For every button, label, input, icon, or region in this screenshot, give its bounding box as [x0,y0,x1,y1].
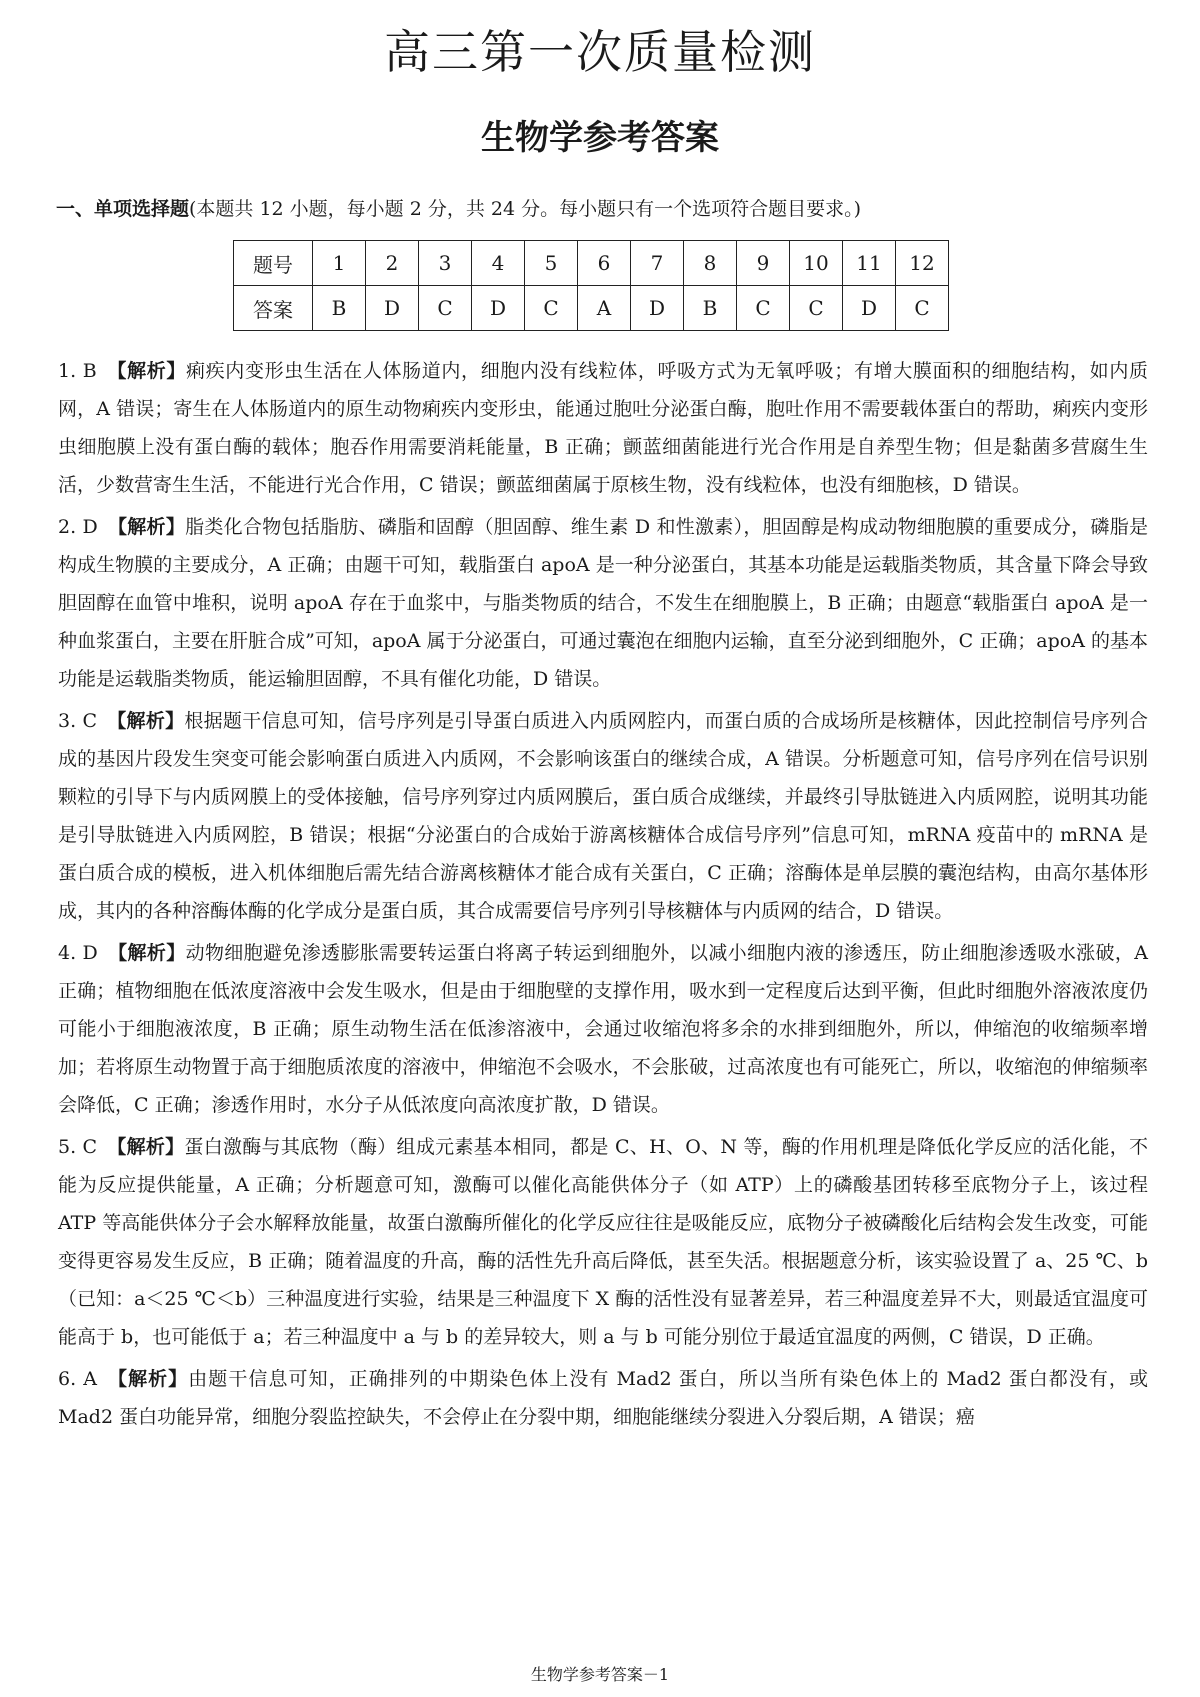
section-label: 一、单项选择题 [56,198,190,220]
explanation-text: 蛋白激酶与其底物（酶）组成元素基本相同，都是 C、H、O、N 等，酶的作用机理是降低化学反应的活化能，不能为反应提供能量，A 正确；分析题意可知，激酶可以催化高能供体分子（如 ATP）上的磷酸基团转移至底物分子上，该过程 ATP 等高能供体分子会水解释放能量，故蛋白激酶所催化的化学反应往往是吸能反应，底物分子被磷酸化后结构会发生改变，可能变得更容易发生反应，B 正确；随着温度的升高，酶的活性先升高后降低，甚至失活。根据题意分析，该实验设置了 a、25 ℃、b（已知：a＜25 ℃＜b）三种温度进行实验，结果是三种温度下 X 酶的活性没有显著差异，若三种温度差异不大，则最适宜温度可能高于 b，也可能低于 a；若三种温度中 a 与 b 的差异较大，则 a 与 b 可能分别位于最适宜温度的两侧，C 错误，D 正确。 [58,1136,1148,1348]
page-footer: 生物学参考答案－1 [530,1665,670,1684]
answer-cell: D [631,286,684,331]
question-number: 2 [366,241,419,286]
explanation-text: 由题干信息可知，正确排列的中期染色体上没有 Mad2 蛋白，所以当所有染色体上的 Mad2 蛋白都没有，或 Mad2 蛋白功能异常，细胞分裂监控缺失，不会停止在分裂中期，细胞能继续分裂进入分裂后期，A 错误；癌 [58,1368,1148,1428]
question-number: 1 [313,241,366,286]
explanation-text: 脂类化合物包括脂肪、磷脂和固醇（胆固醇、维生素 D 和性激素），胆固醇是构成动物细胞膜的重要成分，磷脂是构成生物膜的主要成分，A 正确；由题干可知，载脂蛋白 apoA 是一种分泌蛋白，其基本功能是运载脂类物质，其含量下降会导致胆固醇在血管中堆积，说明 apoA 存在于血浆中，与脂类物质的结合，不发生在细胞膜上，B 正确；由题意“载脂蛋白 apoA 是一种血浆蛋白，主要在肝脏合成”可知，apoA 属于分泌蛋白，可通过囊泡在细胞内运输，直至分泌到细胞外，C 正确；apoA 的基本功能是运载脂类物质，能运输胆固醇，不具有催化功能，D 错误。 [58,516,1148,690]
section-note: (本题共 12 小题，每小题 2 分，共 24 分。每小题只有一个选项符合题目要求。) [189,198,862,220]
question-number: 5 [525,241,578,286]
question-number: 9 [737,241,790,286]
question-number: 12 [896,241,949,286]
explanation-number: 2. D [58,516,98,538]
question-number: 8 [684,241,737,286]
answer-cell: B [684,286,737,331]
explanation-number: 6. A [58,1368,97,1390]
question-number: 6 [578,241,631,286]
answer-cell: C [419,286,472,331]
explanation-number: 5. C [58,1136,97,1158]
explanation-number: 1. B [58,360,97,382]
answer-table-number-row [234,241,949,286]
explanations [58,352,1148,1440]
answer-cell: C [790,286,843,331]
row-label-answer: 答案 [234,286,313,331]
question-number: 11 [843,241,896,286]
question-number: 3 [419,241,472,286]
page-title: 高三第一次质量检测 [384,25,816,79]
answer-cell: C [737,286,790,331]
answer-cell: C [896,286,949,331]
explanation-tag: 【解析】 [107,1136,185,1158]
answer-cell: B [313,286,366,331]
answer-cell: D [472,286,525,331]
row-label-number: 题号 [234,241,313,286]
explanation-item [58,702,1148,930]
explanation-tag: 【解析】 [107,516,186,538]
explanation-item [58,934,1148,1124]
answer-cell: D [843,286,896,331]
answer-cell: D [366,286,419,331]
question-number: 7 [631,241,684,286]
answer-table-answer-row [234,286,949,331]
explanation-item [58,508,1148,698]
explanation-number: 4. D [58,942,98,964]
explanation-tag: 【解析】 [107,942,186,964]
answer-cell: C [525,286,578,331]
explanation-item [58,1360,1148,1436]
explanation-text: 根据题干信息可知，信号序列是引导蛋白质进入内质网腔内，而蛋白质的合成场所是核糖体，因此控制信号序列合成的基因片段发生突变可能会影响蛋白质进入内质网，不会影响该蛋白的继续合成，A 错误。分析题意可知，信号序列在信号识别颗粒的引导下与内质网膜上的受体接触，信号序列穿过内质网膜后，蛋白质合成继续，并最终引导肽链进入内质网腔，说明其功能是引导肽链进入内质网腔，B 错误；根据“分泌蛋白的合成始于游离核糖体合成信号序列”信息可知，mRNA 疫苗中的 mRNA 是蛋白质合成的模板，进入机体细胞后需先结合游离核糖体才能合成有关蛋白，C 正确；溶酶体是单层膜的囊泡结构，由高尔基体形成，其内的各种溶酶体酶的化学成分是蛋白质，其合成需要信号序列引导核糖体与内质网的结合，D 错误。 [58,710,1148,922]
explanation-text: 动物细胞避免渗透膨胀需要转运蛋白将离子转运到细胞外，以减小细胞内液的渗透压，防止细胞渗透吸水涨破，A 正确；植物细胞在低浓度溶液中会发生吸水，但是由于细胞壁的支撑作用，吸水到一定程度后达到平衡，但此时细胞外溶液浓度仍可能小于细胞液浓度，B 正确；原生动物生活在低渗溶液中，会通过收缩泡将多余的水排到细胞外，所以，伸缩泡的收缩频率增加；若将原生动物置于高于细胞质浓度的溶液中，伸缩泡不会吸水，不会胀破，过高浓度也有可能死亡，所以，收缩泡的伸缩频率会降低，C 正确；渗透作用时，水分子从低浓度向高浓度扩散，D 错误。 [58,942,1148,1116]
question-number: 10 [790,241,843,286]
explanation-item [58,352,1148,504]
explanation-tag: 【解析】 [106,1368,189,1390]
question-number: 4 [472,241,525,286]
explanation-tag: 【解析】 [106,360,187,382]
section-heading [56,194,1156,221]
page-subtitle: 生物学参考答案 [481,118,719,158]
explanation-text: 痢疾内变形虫生活在人体肠道内，细胞内没有线粒体，呼吸方式为无氧呼吸；有增大膜面积的细胞结构，如内质网，A 错误；寄生在人体肠道内的原生动物痢疾内变形虫，能通过胞吐分泌蛋白酶，胞吐作用不需要载体蛋白的帮助，痢疾内变形虫细胞膜上没有蛋白酶的载体；胞吞作用需要消耗能量，B 正确；颤蓝细菌能进行光合作用是自养型生物；但是黏菌多营腐生生活，少数营寄生生活，不能进行光合作用，C 错误；颤蓝细菌属于原核生物，没有线粒体，也没有细胞核，D 错误。 [58,360,1148,496]
explanation-number: 3. C [58,710,97,732]
explanation-tag: 【解析】 [106,710,185,732]
answer-table [233,240,949,331]
explanation-item [58,1128,1148,1356]
answer-cell: A [578,286,631,331]
